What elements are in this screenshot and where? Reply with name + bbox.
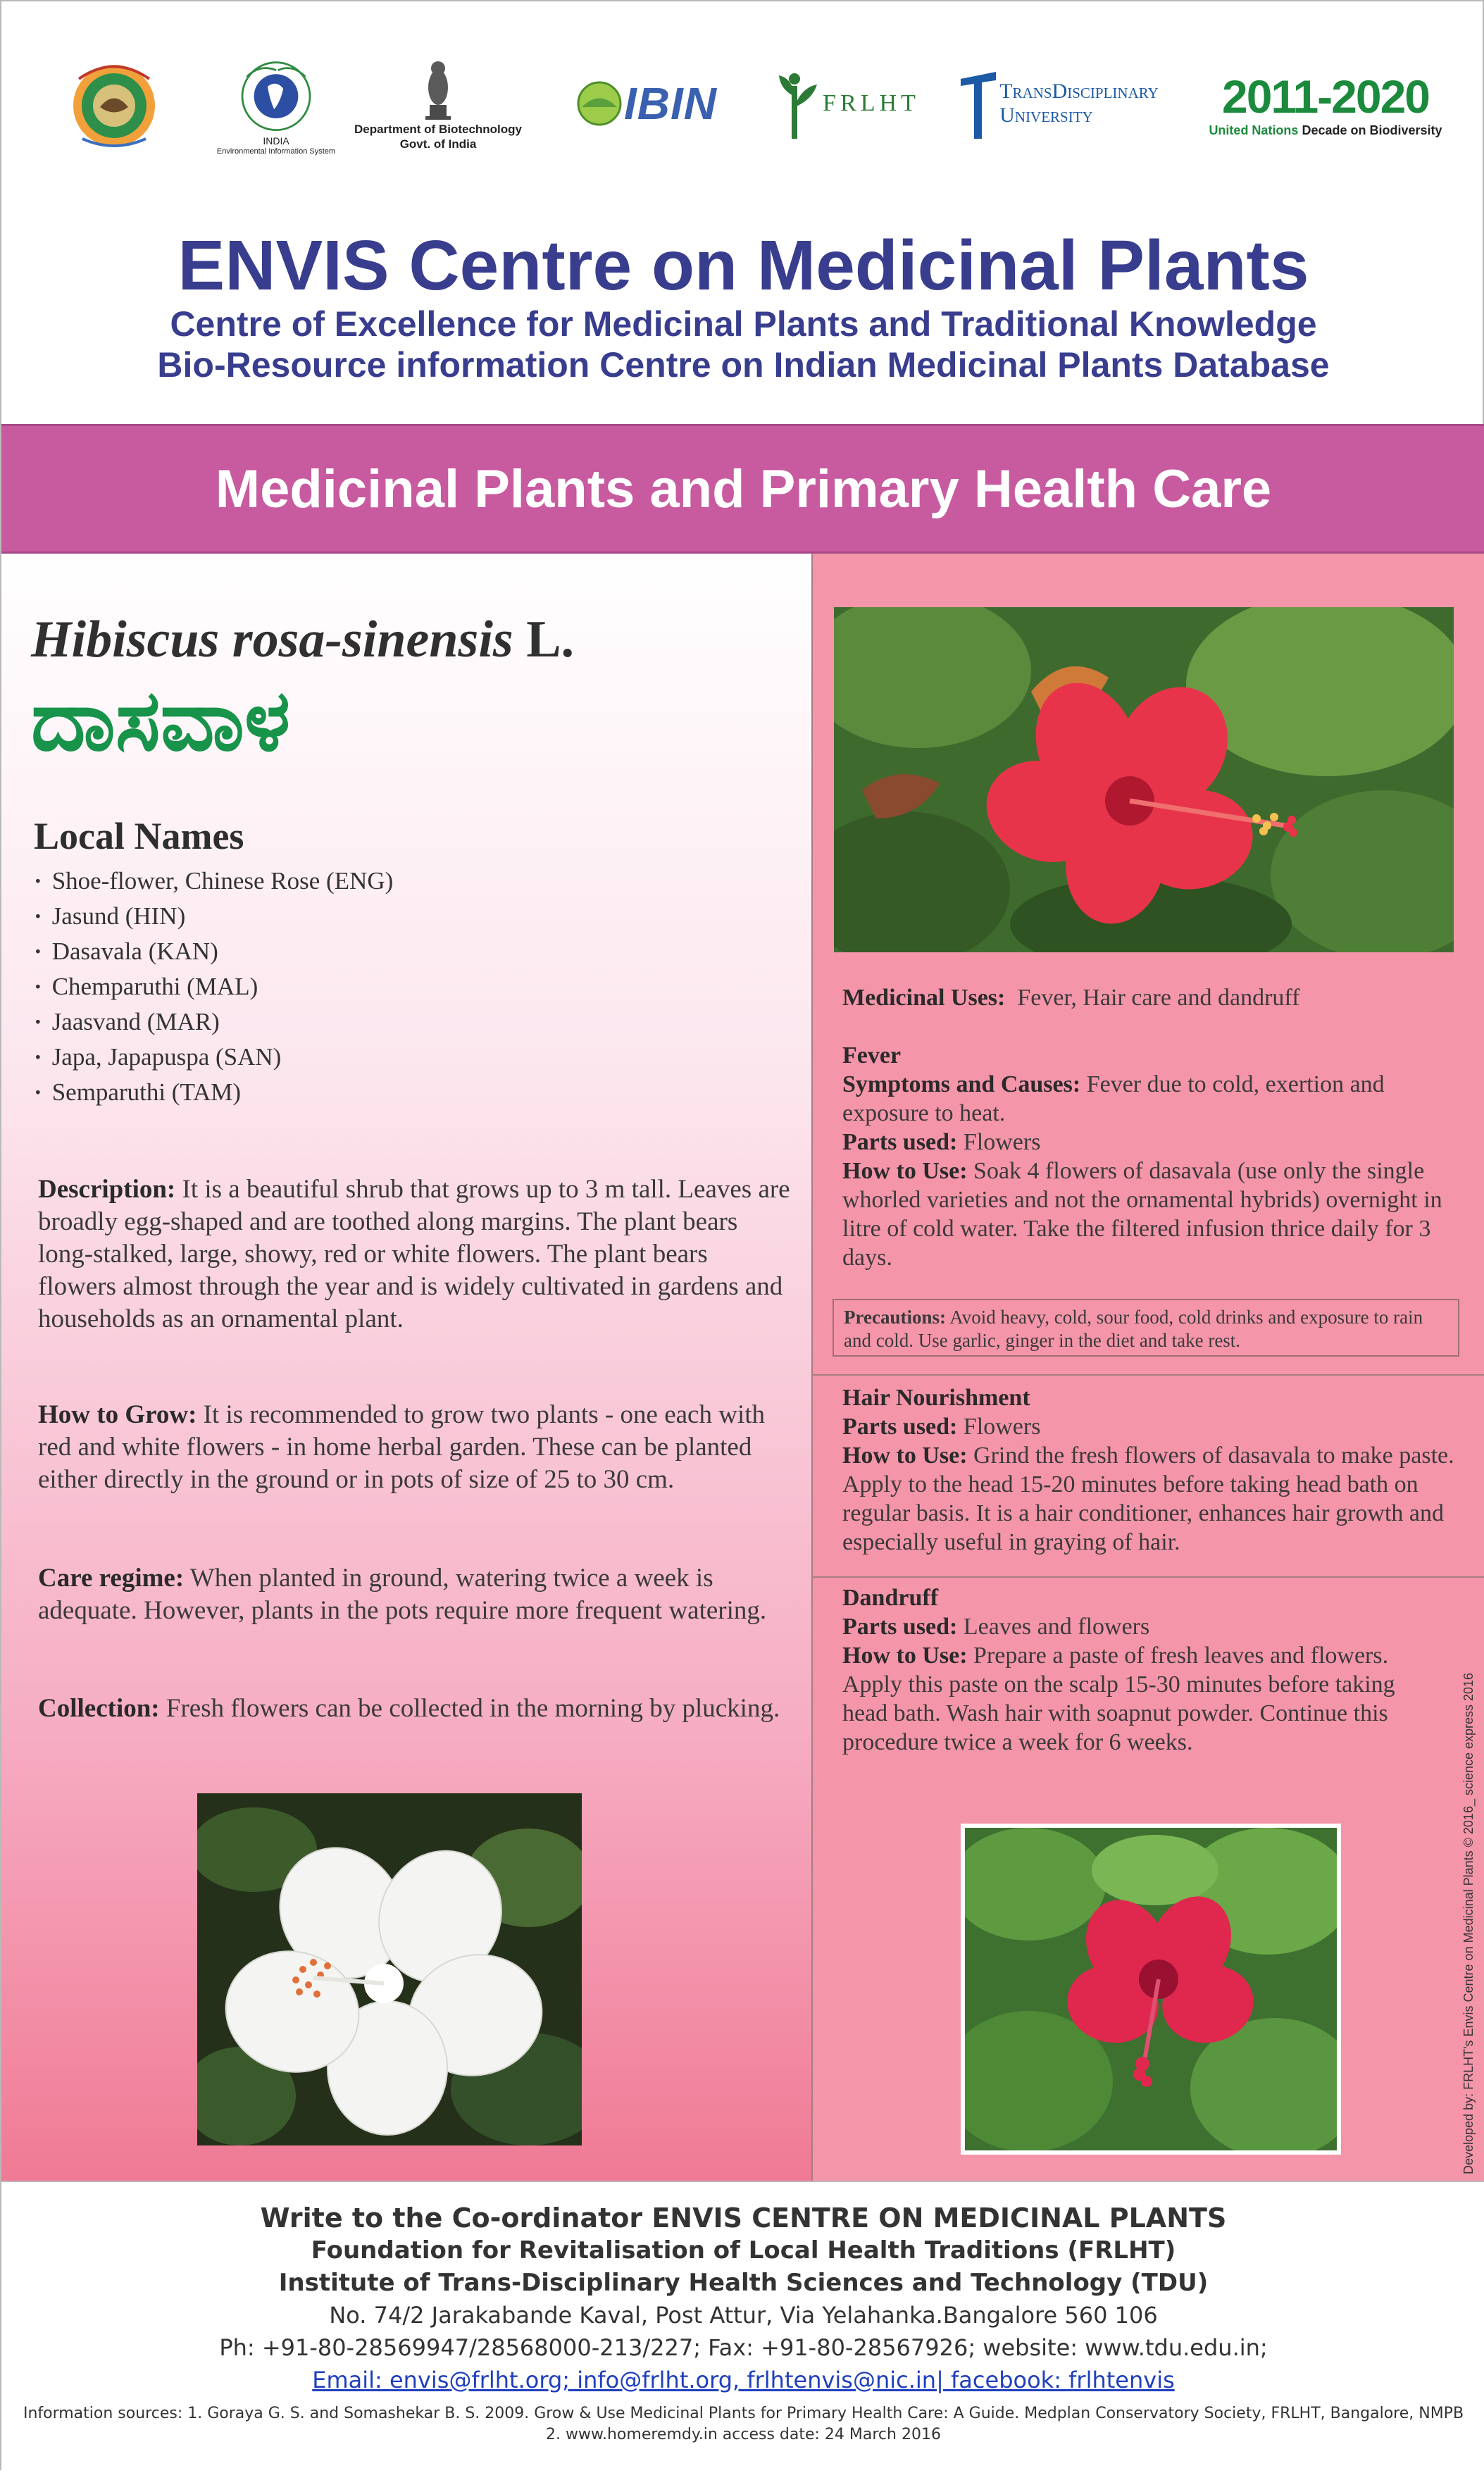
dandruff-how-text: Prepare a paste of fresh leaves and flowers. Apply this paste on the scalp 15-30 minutes before taking head bath. Wash hair with soapnut powder. Continue this procedure twice a week for 6 weeks. bbox=[842, 1643, 1395, 1755]
footer-email-link[interactable]: Email: envis@frlht.org; info@frlht.org, frlhtenvis@nic.in| facebook: frlhtenvis bbox=[312, 2367, 1175, 2393]
local-name-item: · Semparuthi (TAM) bbox=[34, 1075, 393, 1110]
description-text: It is a beautiful shrub that grows up to 3 m tall. Leaves are broadly egg-shaped and are toothed along margins. The plant bears long-stalked, large, showy, red or white flowers. The plant bears flowers almost through the year and is widely cultivated in gardens and households as an ornamental plant. bbox=[38, 1175, 790, 1333]
kannada-name: ದಾಸವಾಳ bbox=[31, 672, 291, 770]
local-name-item: · Japa, Japapuspa (SAN) bbox=[34, 1040, 393, 1075]
footer-line-2: Foundation for Revitalisation of Local Health Traditions (FRLHT) bbox=[311, 2236, 1176, 2265]
collection-text: Fresh flowers can be collected in the morning by plucking. bbox=[166, 1694, 780, 1723]
medicinal-uses bbox=[842, 983, 1462, 1012]
frlht-logo bbox=[766, 51, 928, 156]
how-to-grow-paragraph bbox=[38, 1399, 792, 1496]
ibin-logo bbox=[551, 51, 741, 156]
page-title: ENVIS Centre on Medicinal Plants bbox=[177, 226, 1309, 305]
tdu-line2: University bbox=[999, 104, 1093, 127]
footer-line-3: Institute of Trans-Disciplinary Health Sciences and Technology (TDU) bbox=[278, 2269, 1209, 2297]
envis-arc-label: Environmental Information System bbox=[216, 147, 336, 156]
decade-years: 2011-2020 bbox=[1222, 70, 1429, 123]
how-to-grow-text: It is recommended to grow two plants - one each with red and white flowers - in home herbal garden. These can be planted either directly in the ground or in pots of size of 25 to 30 cm. bbox=[38, 1400, 765, 1494]
envis-logo bbox=[213, 51, 339, 156]
medicinal-uses-label: Medicinal Uses: bbox=[842, 985, 1006, 1011]
footer-source-1: Information sources: 1. Goraya G. S. and Somashekar B. S. 2009. Grow & Use Medicinal Plants for Primary Health Care: A Guide. Medplan Conservatory Society, FRLHT, Bangalore, NMPB bbox=[23, 2405, 1464, 2422]
local-name-item: · Dasavala (KAN) bbox=[34, 934, 393, 969]
precautions-box bbox=[833, 1299, 1459, 1357]
fever-symptoms-label: Symptoms and Causes: bbox=[842, 1071, 1081, 1097]
subtitle-2: Bio-Resource information Centre on Indian Medicinal Plants Database bbox=[157, 344, 1330, 385]
local-name-item: · Jaasvand (MAR) bbox=[34, 1004, 393, 1040]
footer-phone: Ph: +91-80-28569947/28568000-213/227; Fax: +91-80-28567926; website: www.tdu.edu.in; bbox=[219, 2334, 1268, 2361]
care-regime-text: When planted in ground, watering twice a week is adequate. However, plants in the pots require more frequent watering. bbox=[38, 1564, 767, 1625]
ibin-wordmark: IBIN bbox=[624, 78, 717, 129]
fever-how-label: How to Use: bbox=[842, 1158, 968, 1184]
fever-symptoms-text: Fever due to cold, exertion and exposure to heat. bbox=[842, 1071, 1385, 1126]
local-name-item: · Shoe-flower, Chinese Rose (ENG) bbox=[34, 864, 393, 899]
ibin-globe-icon bbox=[575, 79, 624, 128]
tdu-t-icon bbox=[957, 65, 999, 142]
section-divider bbox=[813, 1374, 1484, 1376]
local-name-item: · Chemparuthi (MAL) bbox=[34, 969, 393, 1004]
hair-parts-label: Parts used: bbox=[842, 1414, 958, 1440]
ashoka-emblem-icon bbox=[417, 56, 459, 123]
logo-strip bbox=[1, 1, 1484, 192]
fever-parts-label: Parts used: bbox=[842, 1129, 958, 1155]
frlht-plant-icon bbox=[773, 65, 823, 142]
frlht-wordmark: FRLHT bbox=[823, 90, 920, 116]
dbt-logo bbox=[350, 51, 526, 156]
red-hibiscus-bush-photo bbox=[961, 1824, 1341, 2155]
fever-how-text: Soak 4 flowers of dasavala (use only the single whorled varieties and not the ornamental hybrids) overnight in litre of cold water. Take the filtered infusion thrice daily for 3 days. bbox=[842, 1158, 1442, 1271]
footer-source-2: 2. www.homeremdy.in access date: 24 March 2016 bbox=[546, 2426, 941, 2443]
right-column bbox=[811, 554, 1484, 2181]
fever-title: Fever bbox=[842, 1042, 902, 1069]
tdu-line1: TransDisciplinary bbox=[999, 79, 1159, 103]
care-regime-label: Care regime: bbox=[38, 1564, 185, 1593]
white-hibiscus-photo bbox=[197, 1793, 582, 2145]
fever-parts-text: Flowers bbox=[963, 1129, 1041, 1155]
poster-header bbox=[1, 227, 1484, 385]
collection-label: Collection: bbox=[38, 1694, 160, 1723]
ministry-emblem-logo bbox=[58, 51, 170, 156]
local-names-title: Local Names bbox=[34, 815, 244, 857]
local-name-item: · Jasund (HIN) bbox=[34, 899, 393, 934]
dandruff-title: Dandruff bbox=[842, 1585, 939, 1611]
precautions-text: Avoid heavy, cold, sour food, cold drinks and exposure to rain and cold. Use garlic, ginger in the diet and take rest. bbox=[844, 1307, 1423, 1351]
scientific-name-binomial: Hibiscus rosa-sinensis bbox=[31, 611, 513, 668]
description-paragraph bbox=[38, 1173, 792, 1335]
description-label: Description: bbox=[38, 1175, 176, 1204]
hair-title: Hair Nourishment bbox=[842, 1385, 1030, 1411]
hair-section bbox=[842, 1383, 1462, 1557]
decade-text: Decade on Biodiversity bbox=[1302, 123, 1442, 137]
hair-how-text: Grind the fresh flowers of dasavala to make paste. Apply to the head 15-20 minutes before taking head bath on regular basis. It is a hair conditioner, enhances hair growth and especially useful in graying of hair. bbox=[842, 1443, 1454, 1555]
local-names-list bbox=[34, 864, 393, 1110]
red-hibiscus-photo bbox=[834, 607, 1454, 952]
left-column bbox=[1, 554, 811, 2181]
scientific-name-author: L. bbox=[526, 611, 575, 668]
footer-line-1: Write to the Co-ordinator ENVIS CENTRE ON MEDICINAL PLANTS bbox=[260, 2203, 1227, 2234]
how-to-grow-label: How to Grow: bbox=[38, 1400, 197, 1429]
hair-how-label: How to Use: bbox=[842, 1443, 968, 1469]
dbt-line2: Govt. of India bbox=[399, 137, 477, 151]
topic-title: Medicinal Plants and Primary Health Care bbox=[215, 459, 1272, 519]
section-divider bbox=[813, 1576, 1484, 1578]
tdu-logo bbox=[935, 51, 1181, 156]
precautions-label: Precautions: bbox=[844, 1307, 946, 1328]
hair-parts-text: Flowers bbox=[963, 1414, 1041, 1440]
decade-un: United Nations bbox=[1209, 123, 1299, 137]
contact-footer bbox=[1, 2181, 1484, 2473]
subtitle-1: Centre of Excellence for Medicinal Plants and Traditional Knowledge bbox=[170, 304, 1317, 344]
envis-country-label: INDIA bbox=[263, 135, 289, 147]
dandruff-parts-text: Leaves and flowers bbox=[963, 1614, 1150, 1640]
fever-section bbox=[842, 1041, 1462, 1272]
medicinal-uses-text: Fever, Hair care and dandruff bbox=[1017, 985, 1300, 1011]
credit-text: Developed by: FRLHT's Envis Centre on Medicinal Plants © 2016_ science express 2016 bbox=[1461, 1672, 1476, 2174]
care-regime-paragraph bbox=[38, 1562, 792, 1627]
dandruff-parts-label: Parts used: bbox=[842, 1614, 958, 1640]
scientific-name bbox=[31, 610, 574, 670]
dandruff-section bbox=[842, 1583, 1427, 1757]
un-decade-biodiversity-logo bbox=[1206, 51, 1445, 156]
decade-caption bbox=[1209, 123, 1442, 138]
topic-band bbox=[1, 424, 1484, 554]
footer-address: No. 74/2 Jarakabande Kaval, Post Attur, Via Yelahanka.Bangalore 560 106 bbox=[329, 2302, 1158, 2329]
dbt-line1: Department of Biotechnology bbox=[354, 123, 522, 137]
collection-paragraph bbox=[38, 1693, 792, 1725]
dandruff-how-label: How to Use: bbox=[842, 1643, 968, 1669]
